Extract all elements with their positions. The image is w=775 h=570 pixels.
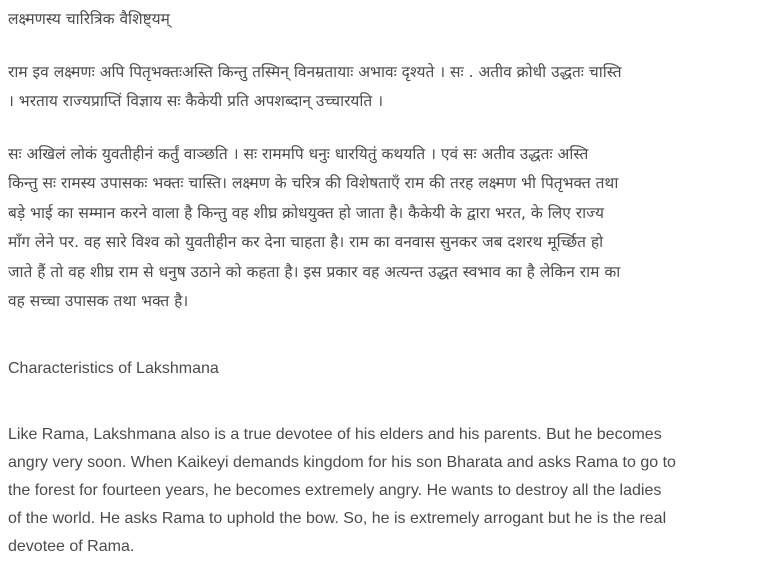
text-line: जाते हैं तो वह शीघ्र राम से धनुष उठाने को कहता है। इस प्रकार वह अत्यन्त उद्धत स्वभाव का है लेकिन राम का	[8, 262, 621, 281]
hindi-paragraph-2	[8, 140, 767, 317]
text-line: of the world. He asks Rama to uphold the bow. So, he is extremely arrogant but he is the real	[8, 509, 667, 527]
text-line: angry very soon. When Kaikeyi demands kingdom for his son Bharata and asks Rama to go to	[8, 453, 676, 471]
hindi-title: लक्ष्मणस्य चारित्रिक वैशिष्ट्यम्	[8, 10, 170, 28]
text-line: माँग लेने पर. वह सारे विश्व को युवतीहीन कर देना चाहता है। राम का वनवास सुनकर जब दशरथ मूर्च्छित हो	[8, 233, 604, 251]
english-paragraph	[8, 421, 767, 561]
text-line: । भरताय राज्यप्राप्तिं विज्ञाय सः कैकेयी प्रति अपशब्दान् उच्चारयति ।	[8, 92, 384, 110]
text-line: Like Rama, Lakshmana also is a true devotee of his elders and his parents. But he becomes	[8, 425, 662, 443]
text-line: राम इव लक्ष्मणः अपि पितृभक्तःअस्ति किन्तु तस्मिन् विनम्रतायाः अभावः दृश्यते । सः . अतीव क्रोधी उद्धतः चास्ति	[8, 62, 622, 81]
text-line: वह सच्चा उपासक तथा भक्त है।	[8, 292, 189, 310]
text-line: devotee of Rama.	[8, 537, 135, 555]
text-line: the forest for fourteen years, he becomes extremely angry. He wants to destroy all the ladies	[8, 481, 662, 499]
text-line: किन्तु सः रामस्य उपासकः भक्तः चास्ति। लक्ष्मण के चरित्र की विशेषताएँ राम की तरह लक्ष्मण भी पितृभक्त तथा	[8, 174, 619, 192]
hindi-paragraph-1	[8, 58, 767, 117]
english-title: Characteristics of Lakshmana	[8, 359, 219, 377]
text-line: बड़े भाई का सम्मान करने वाला है किन्तु वह शीघ्र क्रोधयुक्त हो जाता है। कैकेयी के द्वारा भरत, के लिए राज्य	[8, 203, 604, 222]
text-line: सः अखिलं लोकं युवतीहीनं कर्तुं वाञ्छति । सः राममपि धनुः धारयितुं कथयति । एवं सः अतीव उद्धतः अस्ति	[8, 144, 589, 163]
